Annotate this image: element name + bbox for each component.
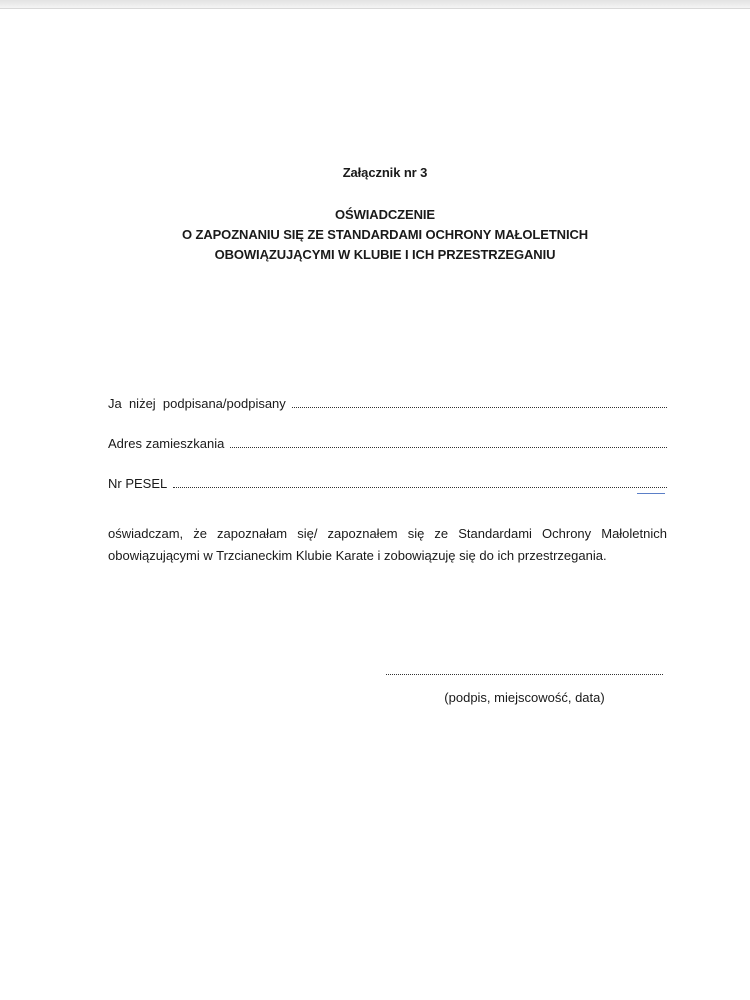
viewer-top-edge — [0, 0, 750, 9]
name-fill-line — [292, 406, 667, 408]
spellcheck-underline — [637, 489, 665, 494]
statement-paragraph: oświadczam, że zapoznałam się/ zapoznałem się ze Standardami Ochrony Małoletnich obowiązującymi w Trzcianeckim Klubie Karate i zobowiązuję się do ich przestrzegania. — [108, 526, 667, 563]
pesel-field-label: Nr PESEL — [108, 476, 168, 491]
signature-line — [386, 673, 663, 675]
address-field-row — [108, 433, 667, 451]
annex-label: Załącznik nr 3 — [342, 165, 428, 180]
document-page — [0, 9, 750, 1000]
name-field-row — [108, 393, 667, 411]
name-field-label: Ja niżej podpisana/podpisany — [108, 396, 286, 411]
declaration-subtitle-line-1: O ZAPOZNANIU SIĘ ZE STANDARDAMI OCHRONY MAŁOLETNICH — [181, 227, 589, 242]
declaration-subtitle-line-2: OBOWIĄZUJĄCYMI W KLUBIE I ICH PRZESTRZEGANIU — [214, 247, 556, 262]
signature-caption: (podpis, miejscowość, data) — [444, 690, 605, 705]
pesel-fill-line — [173, 486, 667, 488]
pesel-field-row — [108, 473, 667, 491]
declaration-title: OŚWIADCZENIE — [335, 207, 435, 222]
address-fill-line — [230, 446, 667, 448]
address-field-label: Adres zamieszkania — [108, 436, 225, 451]
